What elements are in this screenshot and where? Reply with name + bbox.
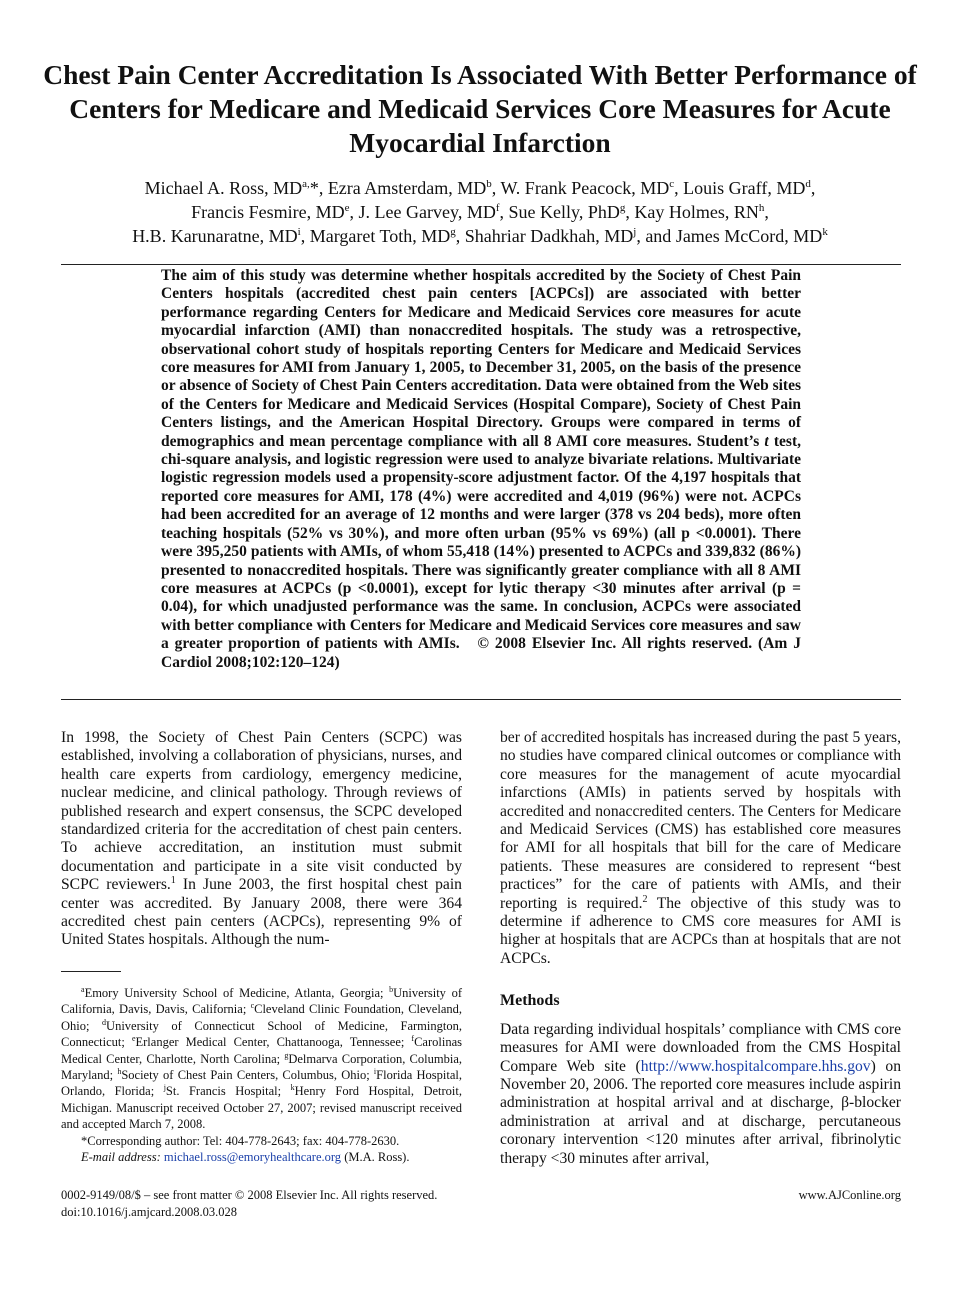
footnotes xyxy=(61,985,462,1165)
affiliation-mark: h xyxy=(117,1066,122,1076)
author-affiliation-mark: d xyxy=(805,178,811,190)
author-affiliation-mark: a, xyxy=(302,178,310,190)
intro-paragraph: In 1998, the Society of Chest Pain Centers (SCPC) was established, involving a collaboration of physicians, nurses, and health care experts from cardiology, emergency medicine, nuclear medicine, and clinical pathology. Through reviews of published research and expert consensus, the SCPC developed standardized criteria for the accreditation of chest pain centers. To achieve accreditation, an institution must submit documentation and participate in a site visit conducted by SCPC reviewers.$^1$ In June 2003, the first hospital chest pain center was accredited. By January 2008, there were 364 accredited chest pain centers (ACPCs), representing 9% of United States hospitals. Although the num- xyxy=(61,729,462,949)
author-affiliation-mark: c xyxy=(669,178,675,190)
author-affiliation-mark: j xyxy=(633,226,637,238)
affiliation-mark: f xyxy=(411,1034,415,1044)
author-affiliation-mark: h xyxy=(758,202,765,214)
affiliation-mark: b xyxy=(389,984,394,994)
author-affiliation-mark: g xyxy=(619,202,626,214)
intro-continued: ber of accredited hospitals has increased during the past 5 years, no studies have compared clinical outcomes or compliance with core measures for the management of acute myocardial infarctions (AMIs) in patients served by hospitals with accredited and nonaccredited centers. The Centers for Medicare and Medicaid Services (CMS) has established core measures for AMI for all hospitals that bill for the care of Medicare patients. These measures are considered to represent “best practices” for the care of patients with AMIs, and their reporting is required.$^2$ The objective of this study was to determine if adherence to CMS core measures for AMI is higher at hospitals that are ACPCs than at hospitals that are not ACPCs. xyxy=(500,729,901,967)
author-separator: , xyxy=(499,202,509,222)
affiliation-mark: c xyxy=(250,1001,255,1011)
reference-2[interactable]: 2 xyxy=(642,893,648,905)
author-name: Margaret Toth, MD xyxy=(309,226,451,246)
article-title: Chest Pain Center Accreditation Is Associated With Better Performance of Centers for Medicare and Medicaid Services Core Measures for Acute Myocardial Infarction xyxy=(43,59,917,158)
author-separator: , xyxy=(810,178,816,198)
abstract-bottom-rule xyxy=(61,699,901,700)
doi-line[interactable]: doi:10.1016/j.amjcard.2008.03.028 xyxy=(61,1205,238,1219)
affiliation-text: Erlanger Medical Center, Chattanooga, Tennessee; xyxy=(135,1035,412,1050)
affiliation-text: University of Connecticut School of Medicine, Farmington, Connecticut; xyxy=(61,1018,462,1050)
email-line: E-mail address: michael.ross@emoryhealthcare.org (M.A. Ross). xyxy=(81,1150,410,1165)
author-name: H.B. Karunaratne, MD xyxy=(132,226,298,246)
affiliation-text: Society of Chest Pain Centers, Columbus, Ohio; xyxy=(121,1068,374,1083)
author-name: Shahriar Dadkhah, MD xyxy=(464,226,634,246)
author-affiliation-mark: f xyxy=(495,202,500,214)
abstract-top-rule xyxy=(61,264,901,265)
abstract-italic-t: t xyxy=(764,432,769,450)
email-link[interactable]: michael.ross@emoryhealthcare.org xyxy=(163,1150,342,1165)
journal-website[interactable]: www.AJConline.org xyxy=(798,1188,901,1202)
author-name: Francis Fesmire, MD xyxy=(191,202,345,222)
affiliation-text: Henry Ford Hospital, Detroit, Michigan. Manuscript received October 27, 2007; revised manuscript received and accepted March 7, 2008. xyxy=(61,1084,463,1132)
author-name: Sue Kelly, PhD xyxy=(508,202,620,222)
author-name: Ezra Amsterdam, MD xyxy=(327,178,487,198)
author-list xyxy=(40,176,920,248)
author-name: James McCord, MD xyxy=(675,226,823,246)
author-affiliation-mark: b xyxy=(486,178,492,190)
author-affiliation-mark: i xyxy=(297,226,301,238)
author-separator: , and xyxy=(636,226,676,246)
affiliation-text: Florida Hospital, Orlando, Florida; xyxy=(61,1068,462,1099)
corresponding-author: *Corresponding author: Tel: 404-778-2643; fax: 404-778-2630. xyxy=(81,1133,400,1148)
author-name: Kay Holmes, RN xyxy=(634,202,759,222)
author-name: Michael A. Ross, MD xyxy=(144,178,303,198)
author-separator: , xyxy=(625,202,635,222)
affiliations xyxy=(61,985,462,1133)
affiliation-text: Delmarva Corporation, Columbia, Maryland; xyxy=(61,1051,462,1083)
affiliation-mark: i xyxy=(373,1066,377,1076)
abstract xyxy=(161,267,801,672)
footnote-rule xyxy=(61,971,121,972)
hospital-compare-link[interactable]: http://www.hospitalcompare.hhs.gov xyxy=(640,1057,871,1075)
author-separator: , xyxy=(764,202,769,222)
author-separator: *, xyxy=(309,178,328,198)
author-separator: , xyxy=(349,202,359,222)
affiliation-mark: g xyxy=(284,1050,289,1060)
issn-line: 0002-9149/08/$ – see front matter © 2008 Elsevier Inc. All rights reserved. xyxy=(61,1188,438,1202)
author-separator: , xyxy=(491,178,501,198)
affiliation-text: Cleveland Clinic Foundation, Cleveland, Ohio; xyxy=(61,1002,463,1033)
methods-heading: Methods xyxy=(500,992,560,1010)
footer-left xyxy=(61,1187,437,1221)
author-separator: , xyxy=(674,178,684,198)
affiliation-text: Emory University School of Medicine, Atlanta, Georgia; xyxy=(84,986,390,1000)
author-name: Louis Graff, MD xyxy=(683,178,806,198)
affiliation-mark: d xyxy=(102,1017,107,1027)
author-affiliation-mark: k xyxy=(822,226,828,238)
affiliation-mark: k xyxy=(290,1083,295,1093)
affiliation-text: Carolinas Medical Center, Charlotte, North Carolina; xyxy=(61,1035,463,1066)
methods-paragraph: Data regarding individual hospitals’ compliance with CMS core measures for AMI were downloaded from the CMS Hospital Compare Web site (http://www.hospitalcompare.hhs.gov) on November 20, 2006. The reported core measures include aspirin administration at hospital arrival and at discharge, β-blocker administration at arrival and at discharge, percutaneous coronary intervention <120 minutes after arrival, fibrinolytic therapy <30 minutes after arrival, xyxy=(500,1020,902,1167)
affiliation-text: St. Francis Hospital; xyxy=(165,1084,291,1099)
abstract-copyright: © 2008 Elsevier Inc. All rights reserved. (Am J Cardiol 2008;102:120–124) xyxy=(161,635,802,671)
author-separator: , xyxy=(455,226,465,246)
affiliation-mark: e xyxy=(131,1034,136,1044)
author-affiliation-mark: e xyxy=(344,202,350,214)
body-column-right xyxy=(500,729,901,1168)
body-column-left xyxy=(61,729,462,950)
abstract-text-1: The aim of this study was determine whether hospitals accredited by the Society of Chest Pain Centers hospitals (accredited chest pain centers [ACPCs]) are associated with better performance regarding Centers for Medicare and Medicaid Services core measures for acute myocardial infarction (AMI) than nonaccredited hospitals. The study was a retrospective, observational cohort study of hospitals reporting Centers for Medicare and Medicaid Services core measures for AMI from January 1, 2005, to December 31, 2005, on the basis of the presence or absence of Society of Chest Pain Centers accreditation. Data were obtained from the Web sites of the Centers for Medicare and Medicaid Services (Hospital Compare), Society of Chest Pain Centers listings, and the American Hospital Directory. Groups were compared in terms of demographics and mean percentage compliance with all 8 AMI core measures. Student’s xyxy=(161,267,802,450)
author-affiliation-mark: g xyxy=(450,226,456,238)
author-name: W. Frank Peacock, MD xyxy=(500,178,670,198)
author-name: J. Lee Garvey, MD xyxy=(358,202,496,222)
affiliation-mark: j xyxy=(163,1083,166,1093)
affiliation-text: University of California, Davis, Davis, California; xyxy=(61,986,462,1017)
abstract-text-2: test, chi-square analysis, and logistic regression were used to analyze bivariate relations. Multivariate logistic regression models used a propensity-score adjustment factor. Of the 4,197 hospitals that reported core measures for AMI, 178 (4%) were accredited and 4,019 (96%) were not. ACPCs had been accredited for an average of 12 months and were larger (378 vs 204 beds), more often teaching hospitals (52% vs 30%), and more often urban (95% vs 69%) (all p <0.0001). There were 395,250 patients with AMIs, of whom 55,418 (14%) presented to ACPCs and 339,832 (86%) presented to nonaccredited hospitals. There was significantly greater compliance with all 8 AMI core measures at ACPCs (p <0.0001), except for lytic therapy <30 minutes after arrival (p = 0.04), for which unadjusted performance was the same. In conclusion, ACPCs were associated with better compliance with Centers for Medicare and Medicaid Services core measures and saw a greater proportion of patients with AMIs. xyxy=(161,432,801,653)
reference-1[interactable]: 1 xyxy=(170,875,176,887)
affiliation-mark: a xyxy=(81,984,85,994)
author-separator: , xyxy=(300,226,310,246)
